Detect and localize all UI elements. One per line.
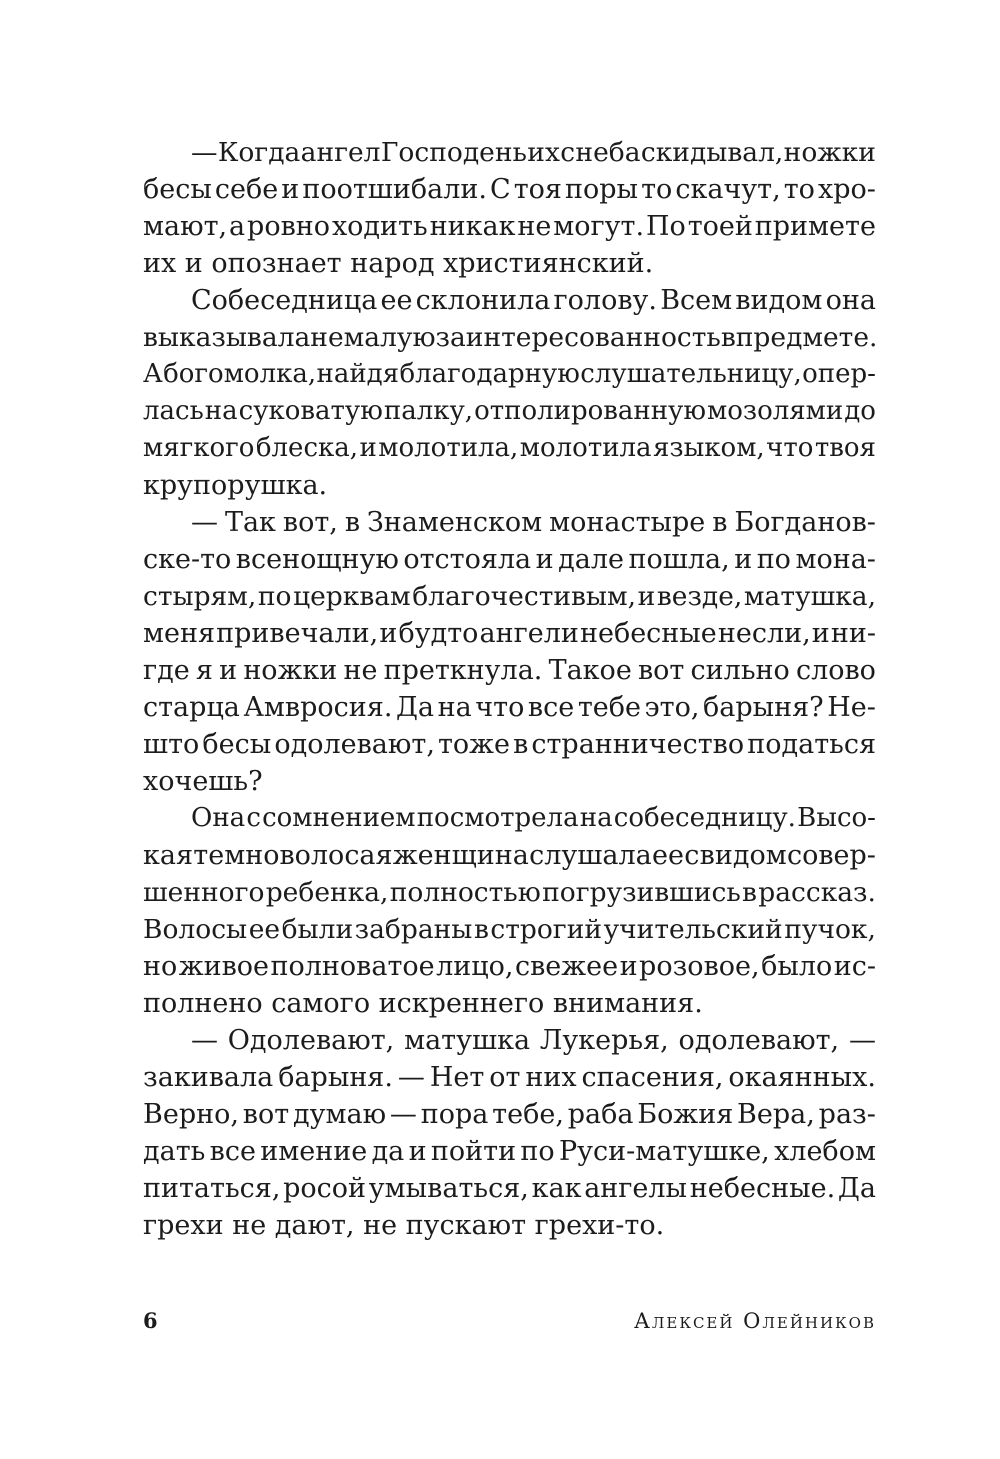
paragraph: [143, 504, 876, 800]
text-line: шенного ребенка, полностью погрузившись в рассказ.: [143, 877, 876, 908]
text-line: мают, а ровно ходить никак не могут. По тоей примете: [143, 211, 876, 242]
paragraph: [143, 1022, 876, 1244]
paragraph: [143, 134, 876, 282]
text-line: мягкого блеска, и молотила, молотила языком, что твоя: [143, 433, 876, 463]
text-line: крупорушка.: [143, 470, 328, 501]
text-line: А богомолка, найдя благодарную слушательницу, опер-: [143, 359, 876, 389]
body-text: [143, 134, 876, 1244]
text-line: Она с сомнением посмотрела на собеседницу. Высо-: [191, 803, 876, 833]
text-line: их и опознает народ християнский.: [143, 248, 654, 279]
text-line: грехи не дают, не пускают грехи-то.: [143, 1210, 665, 1241]
page-footer: [143, 1306, 876, 1336]
page-number: 6: [143, 1308, 158, 1333]
text-line: выказывала немалую заинтересованность в предмете.: [143, 322, 878, 353]
paragraph: [143, 282, 876, 504]
text-line: кая темноволосая женщина слушала ее с видом совер-: [143, 840, 876, 871]
text-line: лась на суковатую палку, отполированную мозолями до: [143, 396, 876, 426]
text-line: — Так вот, в Знаменском монастыре в Богданов-: [191, 507, 876, 538]
text-line: дать все имение да и пойти по Руси-матушке, хлебом: [143, 1136, 876, 1167]
text-line: закивала барыня. — Нет от них спасения, окаянных.: [143, 1062, 876, 1093]
text-line: где я и ножки не преткнула. Такое вот сильно слово: [143, 655, 876, 686]
text-line: меня привечали, и будто ангели небесные несли, и ни-: [143, 618, 876, 649]
text-line: полнено самого искреннего внимания.: [143, 988, 703, 1019]
running-head-author: Алексей Олейников: [633, 1309, 876, 1333]
text-line: Верно, вот думаю — пора тебе, раба Божия Вера, раз-: [143, 1099, 876, 1130]
text-line: питаться, росой умываться, как ангелы небесные. Да: [143, 1173, 876, 1204]
text-line: — Когда ангел Господень их с неба скидывал, ножки: [191, 137, 876, 168]
text-line: Волосы ее были забраны в строгий учительский пучок,: [143, 914, 876, 945]
paragraph: [143, 800, 876, 1022]
text-line: што бесы одолевают, тоже в странничество податься: [143, 729, 876, 760]
text-line: ске-то всенощную отстояла и дале пошла, и по мона-: [143, 544, 876, 575]
text-line: Собеседница ее склонила голову. Всем видом она: [191, 285, 876, 316]
text-line: — Одолевают, матушка Лукерья, одолевают, —: [191, 1025, 876, 1056]
text-line: бесы себе и поотшибали. С тоя поры то скачут, то хро-: [143, 174, 876, 205]
text-line: но живое полноватое лицо, свежее и розовое, было ис-: [143, 951, 876, 982]
text-line: старца Амвросия. Да на что все тебе это, барыня? Не-: [143, 692, 876, 723]
text-line: хочешь?: [143, 766, 263, 797]
text-line: стырям, по церквам благочестивым, и везде, матушка,: [143, 581, 876, 612]
